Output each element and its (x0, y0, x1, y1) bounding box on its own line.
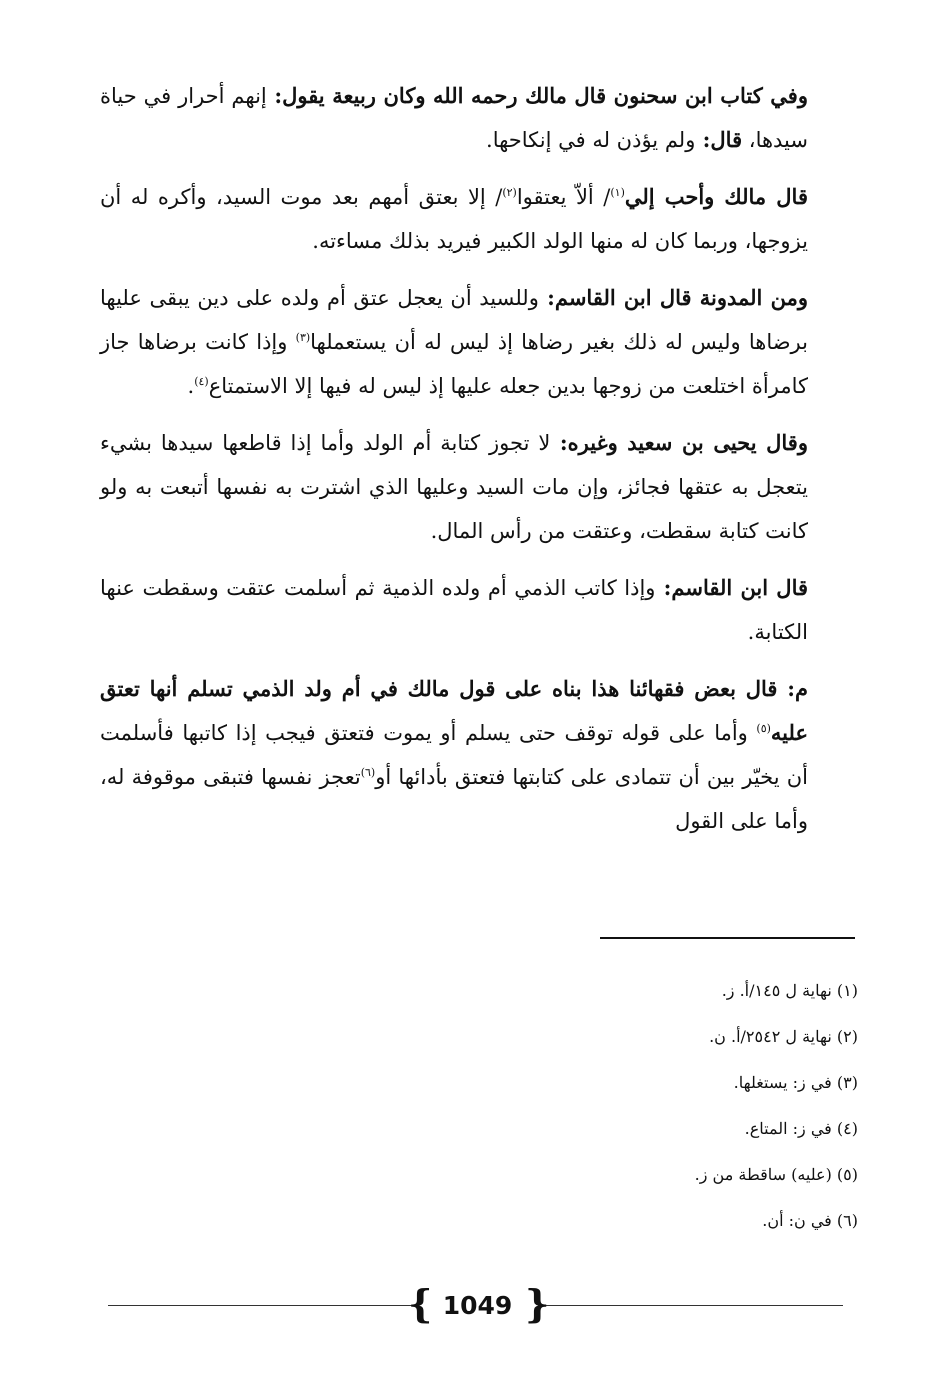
page-number-brace-left: { (408, 1281, 433, 1326)
footnote: (١) نهاية ل ١٤٥/أ. ز. (721, 981, 858, 1000)
paragraph (100, 667, 808, 843)
footnotes (458, 968, 858, 1244)
footnote: (٣) في ز: يستغلها. (733, 1073, 858, 1092)
footnote-separator (600, 937, 855, 939)
body-text: / إلا بعتق أمهم بعد موت السيد، وأكره له أن يزوجها، وربما كان له منها الولد الكبير فيريد بذلك مساءته. (100, 185, 808, 253)
body-text: وإذا كاتب الذمي أم ولده الذمية ثم أسلمت عتقت وسقطت عنها الكتابة. (100, 576, 808, 644)
bold-lead-text: وفي كتاب ابن سحنون قال مالك رحمه الله وكان ربيعة يقول: (266, 83, 808, 108)
body-text: ولم يؤذن له في إنكاحها. (486, 128, 696, 152)
bold-lead-text: قال: (695, 127, 743, 152)
bold-lead-text: م: قال بعض فقهائنا هذا بناه على قول مالك في أم ولد الذمي تسلم أنها تعتق عليه (100, 676, 808, 745)
footnote: (٦) في ن: أن. (762, 1211, 858, 1230)
paragraph (100, 175, 808, 263)
body-text: وإذا كانت برضاها جاز كامرأة اختلعت من زوجها بدين جعله عليها إذ ليس له فيها إلا الاستمتاع (100, 330, 808, 398)
body-text: / ألاّ يعتقوا (516, 185, 611, 209)
footer-rule-right (540, 1305, 843, 1306)
paragraph (100, 566, 808, 654)
footnote-marker: (٥) (756, 722, 771, 735)
body-text: تعجز نفسها فتبقى موقوفة له، وأما على القول (100, 765, 808, 833)
body-text: وللسيد أن يعجل عتق أم ولده على دين يبقى عليها برضاها وليس له ذلك بغير رضاها إذ ليس له أن يستعملها (100, 286, 808, 354)
paragraph (100, 421, 808, 553)
footer-rule-left (108, 1305, 413, 1306)
page-number-brace-right: } (525, 1281, 550, 1326)
paragraph (100, 74, 808, 162)
bold-lead-text: قال ابن القاسم: (655, 575, 809, 600)
body-text: . (187, 374, 195, 398)
bold-lead-text: قال مالك وأحب إلي (624, 184, 808, 209)
body-text: لا تجوز كتابة أم الولد وأما إذا قاطعها سيدها بشيء يتعجل به عتقها فجائز، وإن مات السيد وعليها الذي اشترت به نفسها أتبعت به ولو كانت كتابة سقطت، وعتقت من رأس المال. (100, 431, 808, 543)
body-text: وأما على قوله توقف حتى يسلم أو يموت فتعتق فيجب إذا كاتبها فأسلمت أن يخيّر بين أن تتمادى على كتابتها فتعتق بأدائها أو (100, 721, 809, 789)
paragraph (100, 276, 808, 408)
footnote: (٢) نهاية ل ٢٥٤٢/أ. ن. (709, 1027, 858, 1046)
footnote-marker: (٤) (194, 375, 209, 388)
bold-lead-text: ومن المدونة قال ابن القاسم: (538, 285, 809, 310)
footnote: (٥) (عليه) ساقطة من ز. (694, 1165, 858, 1184)
bold-lead-text: وقال يحيى بن سعيد وغيره: (550, 430, 808, 455)
footnote-marker: (٦) (360, 766, 376, 779)
footnote-marker: (٢) (502, 186, 517, 199)
footnote-marker: (٣) (295, 331, 311, 344)
body-text: إنهم أحرار في حياة سيدها، (100, 84, 808, 152)
main-text (100, 74, 808, 856)
footnote: (٤) في ز: المتاع. (744, 1119, 858, 1138)
page-number: 1049 (442, 1291, 513, 1320)
footnote-marker: (١) (610, 186, 625, 199)
